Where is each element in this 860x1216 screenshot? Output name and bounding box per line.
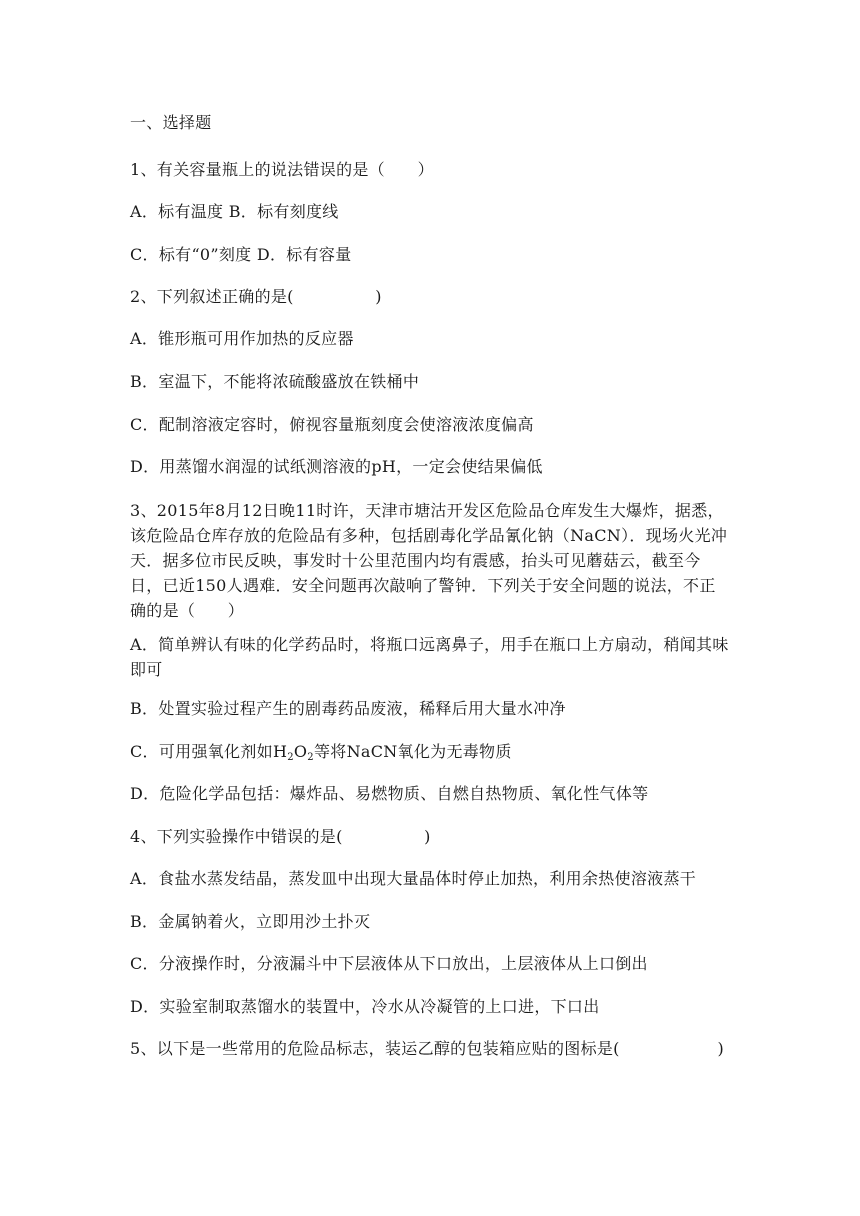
question-2-option-d: D．用蒸馏水润湿的试纸测溶液的pH，一定会使结果偏低 xyxy=(130,457,543,476)
question-1-stem: 1、有关容量瓶上的说法错误的是（ ） xyxy=(130,160,434,179)
question-4-option-d: D．实验室制取蒸馏水的装置中，冷水从冷凝管的上口进，下口出 xyxy=(130,997,600,1016)
question-2-option-a: A．锥形瓶可用作加热的反应器 xyxy=(130,329,354,348)
question-4-option-a: A．食盐水蒸发结晶，蒸发皿中出现大量晶体时停止加热，利用余热使溶液蒸干 xyxy=(130,869,697,888)
question-4-option-b: B．金属钠着火，立即用沙土扑灭 xyxy=(130,912,371,931)
question-3-option-b: B．处置实验过程产生的剧毒药品废液，稀释后用大量水冲净 xyxy=(130,699,566,718)
question-4-stem: 4、下列实验操作中错误的是( ) xyxy=(130,827,431,846)
section-title: 一、选择题 xyxy=(130,113,212,132)
question-3-stem: 3、2015年8月12日晚11时许，天津市塘沽开发区危险品仓库发生大爆炸，据悉，该危险品仓库存放的危险品有多种，包括剧毒化学品氰化钠（NaCN）．现场火光冲天．据多位市民反映，事发时十公里范围内均有震感，抬头可见蘑菇云，截至今日，已近150人遇难．安全问题再次敲响了警钟．下列关于安全问题的说法，不正确的是（ ） xyxy=(130,501,728,620)
question-5-stem: 5、以下是一些常用的危险品标志，装运乙醇的包装箱应贴的图标是( ) xyxy=(130,1039,725,1058)
question-2-stem: 2、下列叙述正确的是( ) xyxy=(130,287,382,306)
question-3-option-d: D．危险化学品包括：爆炸品、易燃物质、自燃自热物质、氧化性气体等 xyxy=(130,784,649,803)
question-1-options-ab: A．标有温度 B．标有刻度线 xyxy=(130,202,339,221)
question-2-option-b: B．室温下，不能将浓硫酸盛放在铁桶中 xyxy=(130,372,420,391)
question-3-option-c: C．可用强氧化剂如$H_2O_2$等将NaCN氧化为无毒物质 xyxy=(130,742,512,763)
question-3-option-a: A．简单辨认有味的化学药品时，将瓶口远离鼻子，用手在瓶口上方扇动，稍闻其味即可 xyxy=(130,635,729,679)
question-1-options-cd: C．标有“0”刻度 D．标有容量 xyxy=(130,245,352,264)
question-2-option-c: C．配制溶液定容时，俯视容量瓶刻度会使溶液浓度偏高 xyxy=(130,415,534,434)
question-4-option-c: C．分液操作时，分液漏斗中下层液体从下口放出，上层液体从上口倒出 xyxy=(130,954,648,973)
